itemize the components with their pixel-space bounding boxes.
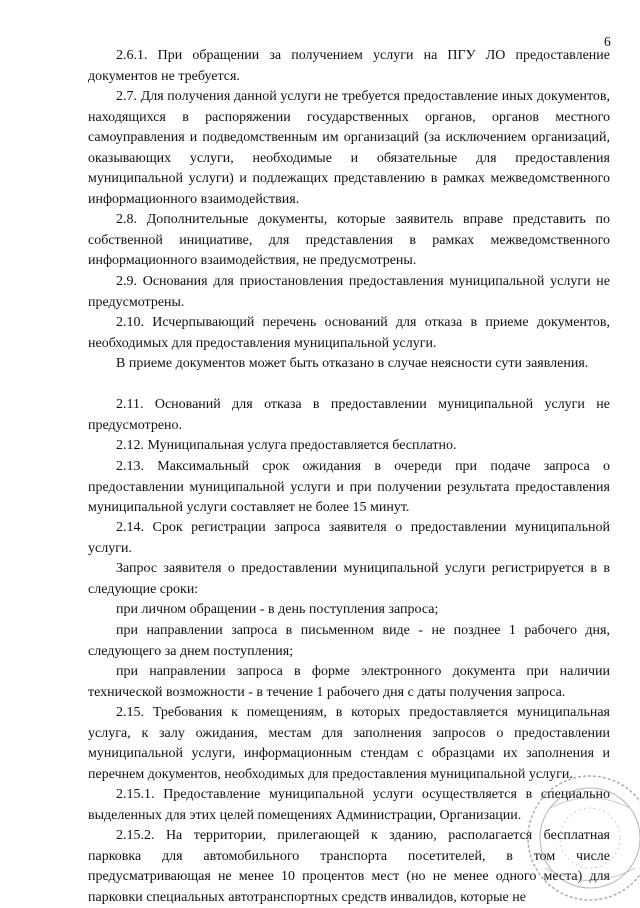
paragraph-request-terms: Запрос заявителя о предоставлении муниципальной услуги регистрируется в в следующие сроки: xyxy=(88,561,610,597)
paragraph-written: при направлении запроса в письменном виде - не позднее 1 рабочего дня, следующего за днем поступления; xyxy=(88,623,610,659)
paragraph-refusal: В приеме документов может быть отказано в случае неясности сути заявления. xyxy=(116,356,589,371)
paragraph-2-12: 2.12. Муниципальная услуга предоставляется бесплатно. xyxy=(116,438,457,453)
paragraph-electronic: при направлении запроса в форме электронного документа при наличии технической возможности - в течение 1 рабочего дня с даты получения запроса. xyxy=(88,664,610,700)
paragraph-2-7: 2.7. Для получения данной услуги не требуется предоставление иных документов, находящихся в распоряжении государственных органов, органов местного самоуправления и подведомственным им организаций (за исключением организаций, оказывающих услуги, необходимые и обязательные для предоставления муниципальной услуги) и подлежащих представлению в рамках межведомственного информационного взаимодействия. xyxy=(88,89,610,207)
official-stamp xyxy=(520,768,640,908)
paragraph-2-14: 2.14. Срок регистрации запроса заявителя о предоставлении муниципальной услуги. xyxy=(88,520,610,556)
paragraph-2-15-1: 2.15.1. Предоставление муниципальной услуги осуществляется в специально выделенных для этих целей помещениях Администрации, Организации. xyxy=(88,787,610,823)
paragraph-2-15-2: 2.15.2. На территории, прилегающей к зданию, располагается бесплатная парковка для автомобильного транспорта посетителей, в том числе предусматривающая не менее 10 процентов мест (но не менее одного места) для парковки специальных автотранспортных средств инвалидов, которые не xyxy=(88,828,610,905)
paragraph-2-9: 2.9. Основания для приостановления предоставления муниципальной услуги не предусмотрены. xyxy=(88,274,610,310)
paragraph-2-15: 2.15. Требования к помещениям, в которых предоставляется муниципальная услуга, к залу ожидания, местам для заполнения запросов о предоставлении муниципальной услуги, информационным стендам с образцами их заполнения и перечнем документов, необходимых для предоставления муниципальной услуги. xyxy=(88,705,610,782)
paragraph-2-13: 2.13. Максимальный срок ожидания в очереди при подаче запроса о предоставлении муниципальной услуги и при получении результата предоставления муниципальной услуги составляет не более 15 минут. xyxy=(88,459,610,516)
paragraph-2-10: 2.10. Исчерпывающий перечень оснований для отказа в приеме документов, необходимых для предоставления муниципальной услуги. xyxy=(88,315,610,351)
paragraph-personal: при личном обращении - в день поступления запроса; xyxy=(116,602,439,617)
paragraph-2-11: 2.11. Оснований для отказа в предоставлении муниципальной услуги не предусмотрено. xyxy=(88,397,610,433)
paragraph-2-6-1: 2.6.1. При обращении за получением услуги на ПГУ ЛО предоставление документов не требуется. xyxy=(88,48,610,84)
paragraph-2-8: 2.8. Дополнительные документы, которые заявитель вправе представить по собственной инициативе, для представления в рамках межведомственного информационного взаимодействия, не предусмотрены. xyxy=(88,212,610,269)
page-number: 6 xyxy=(604,34,611,49)
